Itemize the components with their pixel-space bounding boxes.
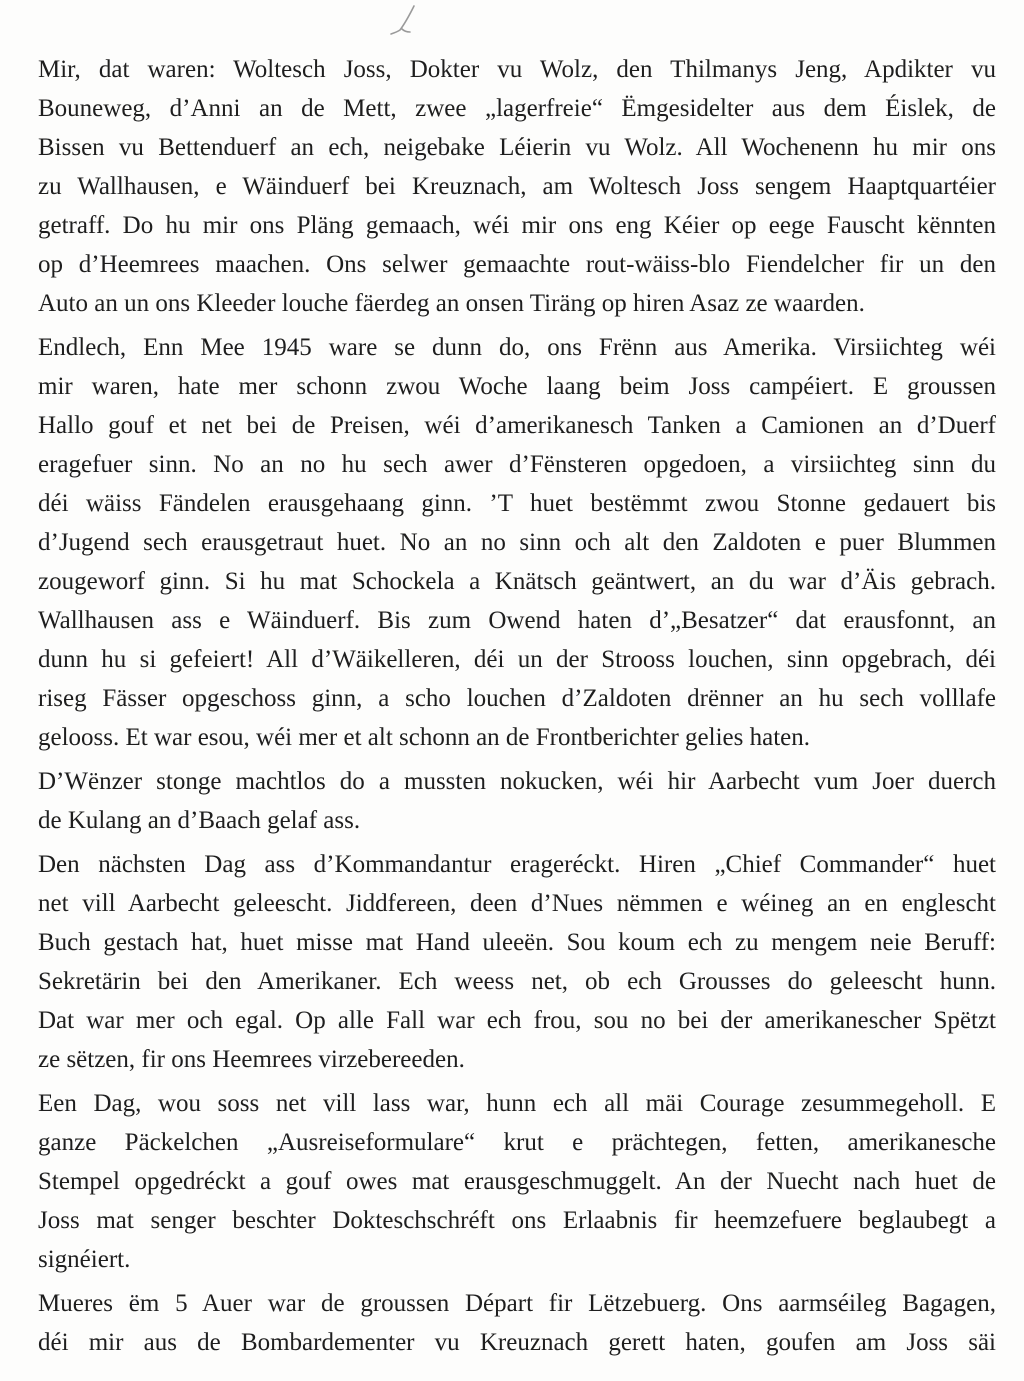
- text-line: Hallo gouf et net bei de Preisen, wéi d’amerikanesch Tanken a Camionen an d’Duerf: [38, 412, 996, 439]
- ink-mark-icon: [388, 4, 418, 38]
- text-line: signéiert.: [38, 1246, 131, 1273]
- text-line: déi wäiss Fändelen erausgehaang ginn. ’T huet bestëmmt zwou Stonne gedauert bis: [38, 490, 996, 517]
- text-line: Buch gestach hat, huet misse mat Hand uleeën. Sou koum ech zu mengem neie Beruff:: [38, 929, 996, 956]
- body-text: [38, 50, 996, 1367]
- text-line: dunn hu si gefeiert! All d’Wäikelleren, déi un der Strooss louchen, sinn opgebrach, déi: [38, 646, 996, 673]
- paragraph: [38, 1084, 996, 1279]
- text-line: de Kulang an d’Baach gelaf ass.: [38, 807, 361, 834]
- text-line: zu Wallhausen, e Wäinduerf bei Kreuznach, am Woltesch Joss sengem Haaptquartéier: [38, 173, 996, 200]
- paragraph: [38, 328, 996, 757]
- text-line: getraff. Do hu mir ons Pläng gemaach, wéi mir ons eng Kéier op eege Fauscht kënnten: [38, 212, 996, 239]
- text-line: ze sëtzen, fir ons Heemrees virzebereeden.: [38, 1046, 465, 1073]
- text-line: Endlech, Enn Mee 1945 ware se dunn do, ons Frënn aus Amerika. Virsiichteg wéi: [38, 334, 996, 361]
- text-line: op d’Heemrees maachen. Ons selwer gemaachte rout-wäiss-blo Fiendelcher fir un den: [38, 251, 996, 278]
- text-line: d’Jugend sech erausgetraut huet. No an no sinn och alt den Zaldoten e puer Blummen: [38, 529, 996, 556]
- text-line: mir waren, hate mer schonn zwou Woche laang beim Joss campéiert. E groussen: [38, 373, 996, 400]
- text-line: Dat war mer och egal. Op alle Fall war ech frou, sou no bei der amerikanescher Spëtzt: [38, 1007, 996, 1034]
- paragraph: [38, 50, 996, 323]
- text-line: Stempel opgedréckt a gouf owes mat erausgeschmuggelt. An der Nuecht nach huet de: [38, 1168, 996, 1195]
- paragraph: [38, 845, 996, 1079]
- text-line: eragefuer sinn. No an no hu sech awer d’Fënsteren opgedoen, a virsiichteg sinn du: [38, 451, 996, 478]
- text-line: Mir, dat waren: Woltesch Joss, Dokter vu Wolz, den Thilmanys Jeng, Apdikter vu: [38, 56, 996, 83]
- paragraph: [38, 1284, 996, 1362]
- text-line: D’Wënzer stonge machtlos do a mussten nokucken, wéi hir Aarbecht vum Joer duerch: [38, 768, 996, 795]
- text-line: Joss mat senger beschter Dokteschschréft ons Erlaabnis fir heemzefuere beglaubegt a: [38, 1207, 996, 1234]
- text-line: Den nächsten Dag ass d’Kommandantur erageréckt. Hiren „Chief Commander“ huet: [38, 851, 996, 878]
- text-line: déi mir aus de Bombardementer vu Kreuznach gerett haten, goufen am Joss säi: [38, 1329, 996, 1356]
- text-line: Een Dag, wou soss net vill lass war, hunn ech all mäi Courage zesummegeholl. E: [38, 1090, 996, 1117]
- text-line: Sekretärin bei den Amerikaner. Ech weess net, ob ech Grousses do geleescht hunn.: [38, 968, 996, 995]
- text-line: gelooss. Et war esou, wéi mer et alt schonn an de Frontberichter gelies haten.: [38, 724, 810, 751]
- text-line: Wallhausen ass e Wäinduerf. Bis zum Owend haten d’„Besatzer“ dat erausfonnt, an: [38, 607, 996, 634]
- text-line: net vill Aarbecht geleescht. Jiddfereen, deen d’Nues nëmmen e wéineg an en englescht: [38, 890, 996, 917]
- paragraph: [38, 762, 996, 840]
- text-line: Auto an un ons Kleeder louche fäerdeg an onsen Tiräng op hiren Asaz ze waarden.: [38, 290, 865, 317]
- text-line: riseg Fässer opgeschoss ginn, a scho louchen d’Zaldoten drënner an hu sech volllafe: [38, 685, 996, 712]
- text-line: zougeworf ginn. Si hu mat Schockela a Knätsch geäntwert, an du war d’Äis gebrach.: [38, 568, 996, 595]
- text-line: Mueres ëm 5 Auer war de groussen Départ fir Lëtzebuerg. Ons aarmséileg Bagagen,: [38, 1290, 996, 1317]
- text-line: ganze Päckelchen „Ausreiseformulare“ krut e prächtegen, fetten, amerikanesche: [38, 1129, 996, 1156]
- text-line: Bissen vu Bettenduerf an ech, neigebake Léierin vu Wolz. All Wochenenn hu mir ons: [38, 134, 996, 161]
- text-line: Bouneweg, d’Anni an de Mett, zwee „lagerfreie“ Ëmgesidelter aus dem Éislek, de: [38, 95, 996, 122]
